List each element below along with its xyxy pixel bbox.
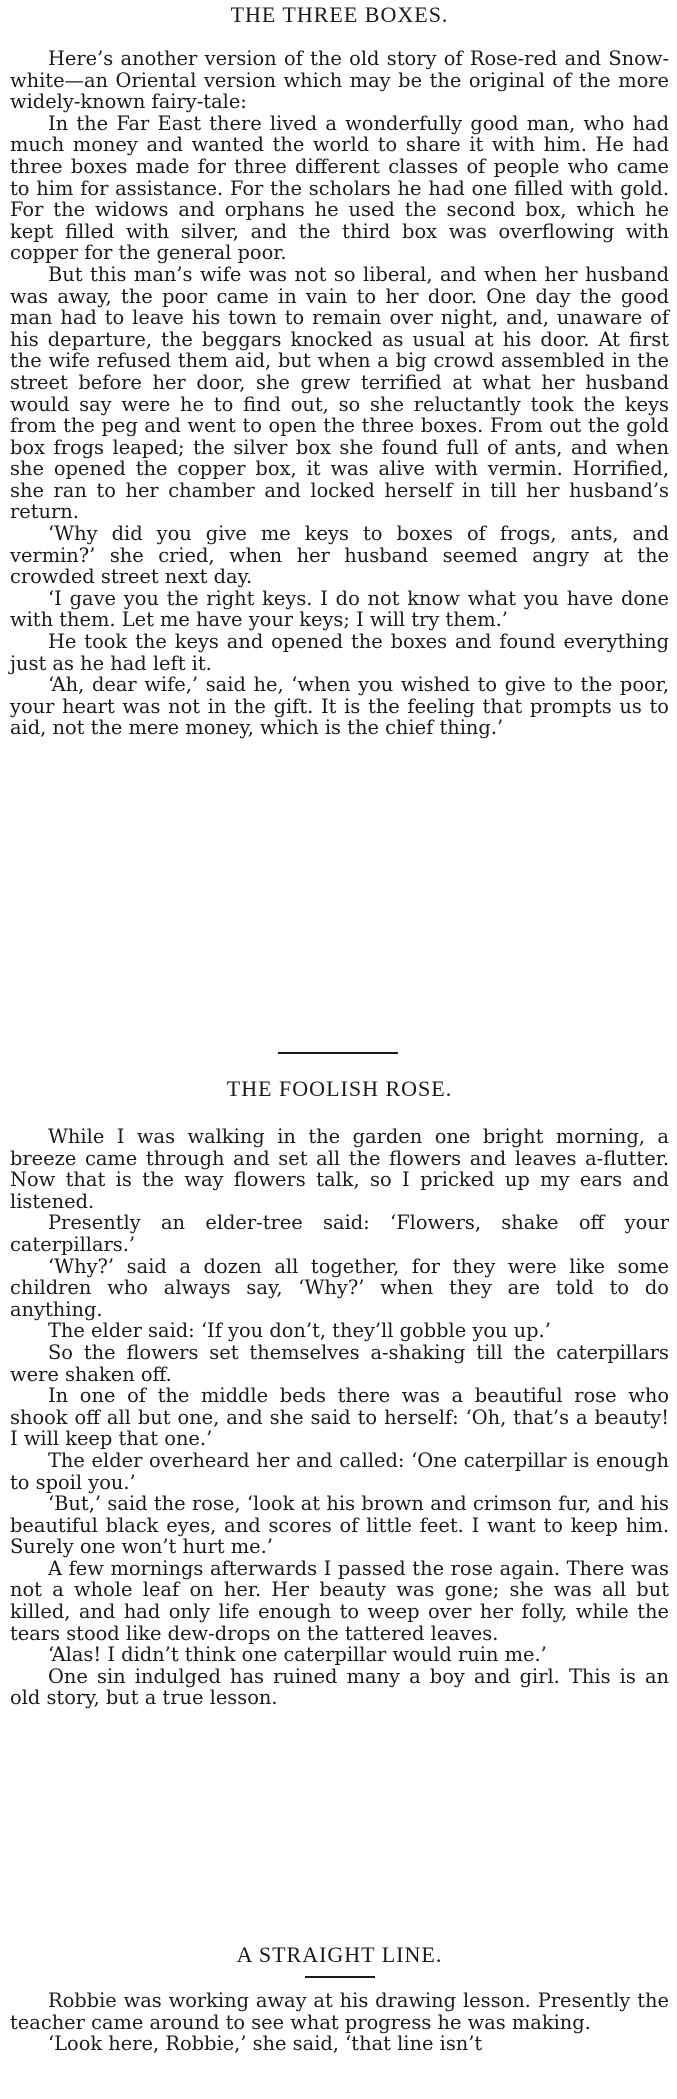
divider-rule <box>278 1052 398 1054</box>
paragraph: Here’s another version of the old story of Rose-red and Snow-white—an Oriental version which may be the original of the more widely-known fairy-tale: <box>10 47 669 114</box>
paragraph: In the Far East there lived a wonderfully good man, who had much money and wanted the world to share it with him. He had three boxes made for three different classes of people who came to him for assistance. For the scholars he had one filled with gold. For the widows and orphans he used the second box, which he kept filled with silver, and the third box was overflowing with copper for the general poor. <box>10 111 669 265</box>
article-title: THE THREE BOXES. <box>230 2 449 27</box>
article-title: A STRAIGHT LINE. <box>236 1942 443 1967</box>
article-title: THE FOOLISH ROSE. <box>226 1076 453 1101</box>
paragraph: ‘Why did you give me keys to boxes of frogs, ants, and vermin?’ she cried, when her husband seemed angry at the crowded street next day. <box>10 522 669 589</box>
paragraph: So the flowers set themselves a-shaking till the caterpillars were shaken off. <box>10 1340 669 1386</box>
paragraph: Robbie was working away at his drawing lesson. Presently the teacher came around to see what progress he was making. <box>10 1989 669 2034</box>
paragraph: In one of the middle beds there was a beautiful rose who shook off all but one, and she said to herself: ‘Oh, that’s a beauty! I will keep that one.’ <box>10 1384 669 1451</box>
paragraph: ‘I gave you the right keys. I do not know what you have done with them. Let me have your keys; I will try them.’ <box>10 586 669 632</box>
article-straight-line <box>10 1944 669 2055</box>
paragraph: ‘Look here, Robbie,’ she said, ‘that line isn’t <box>48 2032 483 2056</box>
paragraph: A few mornings afterwards I passed the rose again. There was not a whole leaf on her. Her beauty was gone; she was all but killed, and had only life enough to weep over her folly, while the tears stood like dew-drops on the tattered leaves. <box>10 1556 669 1645</box>
paragraph: Presently an elder-tree said: ‘Flowers, shake off your caterpillars.’ <box>10 1211 669 1256</box>
article-foolish-rose <box>10 1078 669 1709</box>
divider-rule <box>305 1976 375 1978</box>
paragraph: ‘Ah, dear wife,’ said he, ‘when you wished to give to the poor, your heart was not in the gift. It is the feeling that prompts us to aid, not the mere money, which is the chief thing.’ <box>10 673 669 740</box>
paragraph: ‘Why?’ said a dozen all together, for they were like some children who always say, ‘Why?’ when they are told to do anything. <box>10 1254 669 1321</box>
paragraph: One sin indulged has ruined many a boy and girl. This is an old story, but a true lesson. <box>10 1664 669 1710</box>
paragraph: He took the keys and opened the boxes and found everything just as he had left it. <box>10 630 669 675</box>
article-three-boxes <box>10 4 669 739</box>
paragraph: ‘But,’ said the rose, ‘look at his brown and crimson fur, and his beautiful black eyes, and scores of little feet. I want to keep him. Surely one won’t hurt me.’ <box>10 1492 669 1559</box>
paragraph: While I was walking in the garden one bright morning, a breeze came through and set all the flowers and leaves a-flutter. Now that is the way flowers talk, so I pricked up my ears and listened. <box>10 1125 669 1213</box>
paragraph: The elder overheard her and called: ‘One caterpillar is enough to spoil you.’ <box>10 1448 669 1494</box>
paragraph: ‘Alas! I didn’t think one caterpillar would ruin me.’ <box>48 1643 547 1667</box>
paragraph: But this man’s wife was not so liberal, and when her husband was away, the poor came in vain to her door. One day the good man had to leave his town to remain over night, and, unaware of his departure, the beggars knocked as usual at his door. At first the wife refused them aid, but when a big crowd assembled in the street before her door, she grew terrified at what her husband would say were he to find out, so she reluctantly took the keys from the peg and went to open the three boxes. From out the gold box frogs leaped; the silver box she found full of ants, and when she opened the copper box, it was alive with vermin. Horrified, she ran to her chamber and locked herself in till her husband’s return. <box>10 262 669 524</box>
paragraph: The elder said: ‘If you don’t, they’ll gobble you up.’ <box>48 1319 551 1343</box>
